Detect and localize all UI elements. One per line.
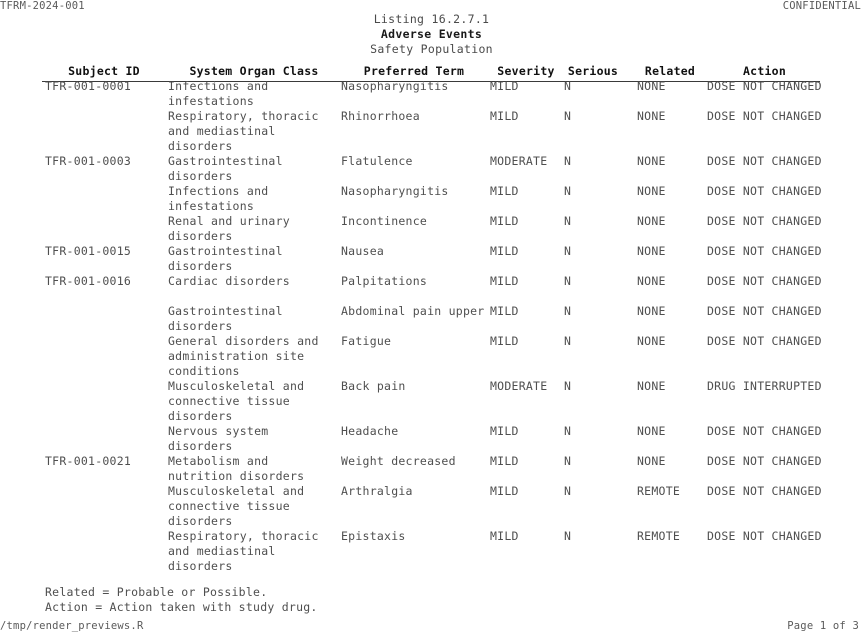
cell-serious: N: [564, 529, 572, 543]
cell-related: NONE: [637, 304, 666, 318]
cell-related: NONE: [637, 334, 666, 348]
table-row: [0, 484, 863, 529]
cell-system-organ-class: Renal and urinary disorders: [168, 214, 298, 243]
table-row: [0, 109, 863, 154]
cell-system-organ-class: Respiratory, thoracic and mediastinal disorders: [168, 109, 326, 153]
table-row: [0, 79, 863, 109]
cell-system-organ-class: Musculoskeletal and connective tissue disorders: [168, 379, 312, 423]
cell-action: DOSE NOT CHANGED: [707, 454, 822, 468]
table-row: [0, 424, 863, 454]
cell-serious: N: [564, 244, 572, 258]
cell-related: NONE: [637, 454, 666, 468]
population-label: Safety Population: [370, 42, 493, 56]
cell-action: DOSE NOT CHANGED: [707, 184, 822, 198]
cell-system-organ-class: Gastrointestinal disorders: [168, 244, 290, 273]
cell-preferred-term: Abdominal pain upper: [341, 304, 485, 318]
cell-preferred-term: Flatulence: [341, 154, 413, 168]
table-row: [0, 454, 863, 484]
source-program-path: /tmp/render_previews.R: [0, 620, 144, 632]
cell-action: DOSE NOT CHANGED: [707, 79, 822, 93]
table-header-row: [0, 64, 863, 79]
cell-preferred-term: Fatigue: [341, 334, 392, 348]
table-row: [0, 154, 863, 184]
cell-related: NONE: [637, 184, 666, 198]
cell-preferred-term: Palpitations: [341, 274, 428, 288]
cell-related: NONE: [637, 154, 666, 168]
cell-related: REMOTE: [637, 529, 681, 543]
cell-preferred-term: Epistaxis: [341, 529, 406, 543]
cell-severity: MILD: [490, 109, 519, 123]
table-row: [0, 184, 863, 214]
cell-related: NONE: [637, 244, 666, 258]
page-title: Adverse Events: [380, 27, 483, 41]
page-number: Page 1 of 3: [787, 620, 859, 632]
cell-serious: N: [564, 454, 572, 468]
cell-action: DOSE NOT CHANGED: [707, 274, 822, 288]
table-body: [0, 79, 863, 580]
cell-subject-id: TFR-001-0015: [45, 244, 132, 258]
column-header-serious: Serious: [567, 64, 619, 78]
cell-system-organ-class: Infections and infestations: [168, 79, 276, 108]
cell-action: DOSE NOT CHANGED: [707, 244, 822, 258]
cell-system-organ-class: Metabolism and nutrition disorders: [168, 454, 305, 483]
footnote-line: Action = Action taken with study drug.: [45, 600, 318, 614]
cell-serious: N: [564, 109, 572, 123]
cell-system-organ-class: General disorders and administration site conditions: [168, 334, 326, 378]
cell-action: DOSE NOT CHANGED: [707, 214, 822, 228]
cell-preferred-term: Headache: [341, 424, 399, 438]
confidentiality-label: CONFIDENTIAL: [782, 0, 861, 12]
footnote-line: Related = Probable or Possible.: [45, 585, 268, 599]
table-row: [0, 334, 863, 379]
protocol-id: TFRM-2024-001: [0, 0, 85, 12]
cell-severity: MILD: [490, 529, 519, 543]
cell-serious: N: [564, 79, 572, 93]
cell-related: NONE: [637, 424, 666, 438]
column-header-system-organ-class: System Organ Class: [189, 64, 319, 78]
table-row: [0, 304, 863, 334]
cell-action: DOSE NOT CHANGED: [707, 529, 822, 543]
cell-severity: MILD: [490, 274, 519, 288]
adverse-events-table: [0, 64, 863, 580]
cell-related: NONE: [637, 109, 666, 123]
cell-subject-id: TFR-001-0001: [45, 79, 132, 93]
cell-serious: N: [564, 484, 572, 498]
cell-system-organ-class: Gastrointestinal disorders: [168, 154, 290, 183]
cell-serious: N: [564, 424, 572, 438]
cell-severity: MILD: [490, 334, 519, 348]
column-header-preferred-term: Preferred Term: [363, 64, 465, 78]
table-row: [0, 244, 863, 274]
cell-preferred-term: Nausea: [341, 244, 385, 258]
cell-preferred-term: Weight decreased: [341, 454, 456, 468]
cell-preferred-term: Nasopharyngitis: [341, 79, 449, 93]
cell-severity: MILD: [490, 424, 519, 438]
cell-action: DOSE NOT CHANGED: [707, 484, 822, 498]
cell-related: NONE: [637, 274, 666, 288]
cell-system-organ-class: Infections and infestations: [168, 184, 276, 213]
table-row: [0, 529, 863, 574]
cell-system-organ-class: Gastrointestinal disorders: [168, 304, 290, 333]
cell-action: DOSE NOT CHANGED: [707, 424, 822, 438]
running-footer: [0, 619, 863, 633]
cell-subject-id: TFR-001-0016: [45, 274, 132, 288]
title-block: [0, 12, 863, 57]
cell-serious: N: [564, 184, 572, 198]
table-row: [0, 214, 863, 244]
cell-system-organ-class: Musculoskeletal and connective tissue disorders: [168, 484, 312, 528]
cell-preferred-term: Back pain: [341, 379, 406, 393]
cell-severity: MODERATE: [490, 379, 548, 393]
cell-preferred-term: Nasopharyngitis: [341, 184, 449, 198]
cell-related: NONE: [637, 79, 666, 93]
cell-serious: N: [564, 334, 572, 348]
cell-system-organ-class: Respiratory, thoracic and mediastinal disorders: [168, 529, 326, 573]
cell-severity: MILD: [490, 484, 519, 498]
cell-serious: N: [564, 274, 572, 288]
cell-serious: N: [564, 379, 572, 393]
cell-severity: MILD: [490, 454, 519, 468]
cell-subject-id: TFR-001-0003: [45, 154, 132, 168]
cell-severity: MILD: [490, 214, 519, 228]
cell-severity: MILD: [490, 79, 519, 93]
cell-action: DOSE NOT CHANGED: [707, 304, 822, 318]
cell-related: NONE: [637, 214, 666, 228]
cell-severity: MILD: [490, 184, 519, 198]
column-header-action: Action: [742, 64, 787, 78]
cell-related: NONE: [637, 379, 666, 393]
cell-serious: N: [564, 304, 572, 318]
cell-system-organ-class: Cardiac disorders: [168, 274, 290, 288]
cell-preferred-term: Incontinence: [341, 214, 428, 228]
cell-action: DRUG INTERRUPTED: [707, 379, 822, 393]
footnotes: [45, 585, 318, 615]
cell-action: DOSE NOT CHANGED: [707, 109, 822, 123]
column-header-subject-id: Subject ID: [68, 64, 140, 78]
cell-serious: N: [564, 214, 572, 228]
listing-number: Listing 16.2.7.1: [373, 12, 490, 26]
column-header-severity: Severity: [497, 64, 555, 78]
cell-system-organ-class: Nervous system disorders: [168, 424, 276, 453]
cell-subject-id: TFR-001-0021: [45, 454, 132, 468]
cell-preferred-term: Arthralgia: [341, 484, 413, 498]
cell-related: REMOTE: [637, 484, 681, 498]
cell-severity: MODERATE: [490, 154, 548, 168]
cell-serious: N: [564, 154, 572, 168]
table-row: [0, 379, 863, 424]
table-row: [0, 274, 863, 304]
cell-action: DOSE NOT CHANGED: [707, 334, 822, 348]
cell-severity: MILD: [490, 244, 519, 258]
cell-preferred-term: Rhinorrhoea: [341, 109, 420, 123]
cell-severity: MILD: [490, 304, 519, 318]
cell-action: DOSE NOT CHANGED: [707, 154, 822, 168]
column-header-related: Related: [644, 64, 696, 78]
